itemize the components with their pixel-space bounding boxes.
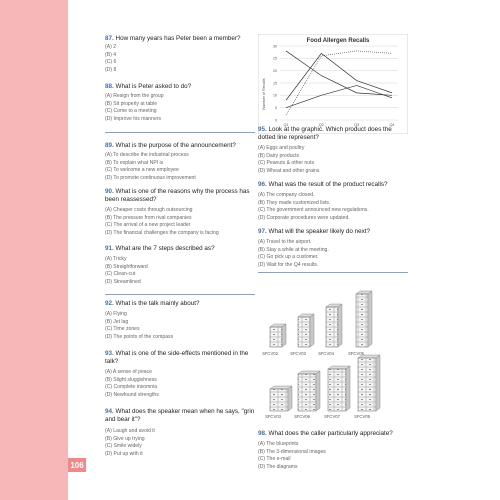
answer-options: [105, 44, 116, 75]
answer-options: [105, 256, 148, 287]
question-89: [105, 142, 255, 150]
cabinet-sfcv06: [298, 371, 320, 411]
section-divider: [105, 132, 255, 133]
answer-option[interactable]: (C) Clean-cut: [105, 271, 136, 278]
answer-option[interactable]: (B) They made customized lists.: [258, 199, 331, 206]
answer-option[interactable]: (B) To explain what NPI is: [105, 159, 164, 166]
answer-option[interactable]: (C) Smile widely: [105, 443, 142, 450]
question-97: [258, 228, 408, 236]
file-cabinets-illustration: [262, 282, 392, 430]
question-number: 95.: [258, 126, 267, 133]
question-text: Look at the graphic. Which product does the dotted line represent?: [258, 126, 392, 141]
answer-option[interactable]: (D) Streamlined: [105, 278, 141, 285]
question-number: 90.: [105, 188, 114, 195]
answer-option[interactable]: (C) 6: [105, 59, 117, 66]
answer-options: [105, 428, 155, 459]
question-number: 91.: [105, 245, 114, 252]
food-allergen-recalls-chart: [258, 34, 408, 134]
question-96: [258, 181, 408, 189]
cabinet-label: SFCV05: [348, 351, 364, 356]
answer-option[interactable]: (C) The arrival of a new project leader: [105, 222, 191, 229]
question-91: [105, 245, 255, 253]
x-tick-label: Q3: [354, 123, 360, 127]
answer-option[interactable]: (A) Flying: [105, 311, 127, 317]
answer-option[interactable]: (D) Wait for the Q4 results.: [258, 261, 319, 268]
question-number: 88.: [105, 83, 114, 90]
question-text: What was the result of the product recalls?: [268, 181, 388, 188]
answer-option[interactable]: (A) Resign from the group: [105, 93, 164, 99]
question-number: 92.: [105, 300, 114, 307]
x-tick-label: Q4: [389, 123, 395, 127]
answer-options: [105, 369, 159, 400]
answer-options: [105, 152, 196, 183]
answer-option[interactable]: (B) Straightforward: [105, 263, 148, 270]
section-divider: [105, 294, 255, 295]
answer-option[interactable]: (A) Eggs and poultry: [258, 145, 305, 151]
question-number: 96.: [258, 181, 267, 188]
answer-option[interactable]: (C) Peanuts & other nuts: [258, 160, 315, 167]
answer-options: [105, 207, 219, 238]
question-88: [105, 83, 255, 91]
question-text: What are the 7 steps described as?: [115, 245, 215, 252]
question-94: [105, 408, 255, 424]
question-text: What will the speaker likely do next?: [268, 228, 371, 235]
answer-option[interactable]: (A) Cheaper costs through outsourcing: [105, 207, 193, 213]
answer-option[interactable]: (B) Give up trying: [105, 435, 145, 442]
answer-option[interactable]: (D) Newfound strengths: [105, 391, 159, 398]
question-number: 93.: [105, 350, 114, 357]
cabinet-sfcv04: [326, 304, 342, 347]
cabinet-label: SFCV02: [262, 351, 278, 356]
answer-option[interactable]: (C) Come to a meeting: [105, 108, 157, 115]
answer-option[interactable]: (C) Complete insomnia: [105, 384, 158, 391]
answer-option[interactable]: (C) Go pick up a customer.: [258, 254, 319, 261]
answer-option[interactable]: (A) To describe the industrial process: [105, 152, 189, 158]
answer-option[interactable]: (D) Put up with it: [105, 450, 143, 457]
page-side-band: [0, 0, 68, 500]
answer-option[interactable]: (C) To welcome a new employee: [105, 167, 179, 174]
question-90: [105, 188, 255, 204]
answer-option[interactable]: (D) Corporate procedures were updated.: [258, 214, 350, 221]
answer-option[interactable]: (A) 2: [105, 44, 117, 50]
cabinet-sfcv03-bottom: [270, 386, 292, 411]
cabinet-sfcv05: [356, 291, 372, 347]
cabinet-sfcv07: [328, 366, 350, 411]
cabinet-label: SFCV09: [354, 414, 370, 419]
answer-option[interactable]: (A) Travel to the airport.: [258, 239, 312, 245]
question-text: How many years has Peter been a member?: [115, 35, 241, 42]
question-98: [258, 430, 408, 438]
answer-options: [258, 239, 329, 270]
answer-options: [105, 311, 173, 342]
cabinet-sfcv02: [270, 324, 286, 347]
chart-frame: [258, 34, 408, 134]
answer-option[interactable]: (D) Wheat and other grains: [258, 167, 320, 174]
answer-option[interactable]: (C) The government announced new regulations.: [258, 207, 369, 214]
y-tick-label: 20: [273, 68, 277, 73]
answer-option[interactable]: (B) Slight sluggishness: [105, 376, 157, 383]
answer-option[interactable]: (A) A sense of peace: [105, 369, 153, 375]
answer-options: [258, 192, 369, 223]
question-87: [105, 35, 255, 43]
answer-option[interactable]: (A) Laugh and avoid it: [105, 428, 155, 434]
answer-options: [105, 93, 164, 124]
answer-option[interactable]: (B) Dairy products: [258, 152, 300, 159]
chart-y-axis-label: Number of Recalls: [262, 78, 266, 110]
answer-option[interactable]: (C) Time zones: [105, 326, 140, 333]
question-93: [105, 350, 255, 366]
cabinet-label: SFCV06: [294, 414, 310, 419]
answer-options: [258, 145, 319, 176]
answer-option[interactable]: (B) Stay a while at the meeting.: [258, 246, 329, 253]
question-92: [105, 300, 255, 308]
question-text: What does the caller particularly appreciate?: [268, 430, 393, 437]
cabinet-label: SFCV03: [265, 414, 281, 419]
question-95: [258, 126, 408, 142]
answer-option[interactable]: (B) The pressure from rival companies: [105, 214, 192, 221]
y-tick-label: 5: [275, 105, 277, 110]
y-tick-label: 0: [275, 118, 277, 123]
answer-option[interactable]: (A) Tricky: [105, 256, 127, 262]
answer-option[interactable]: (C) The e-mail: [258, 456, 291, 463]
answer-option[interactable]: (D) 8: [105, 66, 117, 73]
question-text: What is Peter asked to do?: [115, 83, 192, 90]
y-tick-label: 30: [273, 44, 277, 49]
question-text: What is the purpose of the announcement?: [115, 142, 236, 149]
question-text: What is the talk mainly about?: [115, 300, 200, 307]
answer-option[interactable]: (D) Improve his manners: [105, 115, 162, 122]
answer-option[interactable]: (B) 4: [105, 51, 117, 58]
question-number: 98.: [258, 430, 267, 437]
answer-option[interactable]: (D) The diagrams: [258, 463, 298, 470]
cabinet-sfcv03-top: [298, 314, 314, 347]
answer-option[interactable]: (B) Sit properly at table: [105, 100, 158, 107]
answer-option[interactable]: (D) The financial challenges the company is facing: [105, 229, 219, 236]
page-number: 106: [68, 458, 86, 472]
y-tick-label: 10: [273, 93, 277, 98]
question-text: What is one of the side-effects mentioned in the talk?: [105, 350, 249, 365]
cabinet-label: SFCV03: [290, 351, 306, 356]
x-tick-label: Q1: [283, 123, 289, 127]
cabinet-label: SFCV04: [318, 351, 334, 356]
y-tick-label: 15: [273, 81, 277, 86]
question-text: What does the speaker mean when he says, "grin and bear it"?: [105, 408, 255, 423]
answer-option[interactable]: (A) The company closed.: [258, 192, 315, 198]
chart-title: Food Allergen Recalls: [306, 38, 370, 44]
question-number: 94.: [105, 408, 114, 415]
cabinet-sfcv09: [358, 355, 380, 411]
question-number: 89.: [105, 142, 114, 149]
answer-option[interactable]: (D) To promote continuous improvement: [105, 174, 196, 181]
answer-option[interactable]: (A) The blueprints: [258, 441, 299, 447]
answer-option[interactable]: (B) Jet lag: [105, 318, 129, 325]
question-text: What is one of the reasons why the process has been reassessed?: [105, 188, 250, 203]
answer-option[interactable]: (B) The 3-dimensional images: [258, 448, 326, 455]
cabinet-label: SFCV07: [324, 414, 340, 419]
answer-option[interactable]: (D) The points of the compass: [105, 333, 174, 340]
question-number: 97.: [258, 228, 267, 235]
x-tick-label: Q2: [318, 123, 324, 127]
y-tick-label: 25: [273, 56, 277, 61]
section-divider: [258, 272, 408, 273]
question-number: 87.: [105, 35, 114, 42]
answer-options: [258, 441, 326, 472]
